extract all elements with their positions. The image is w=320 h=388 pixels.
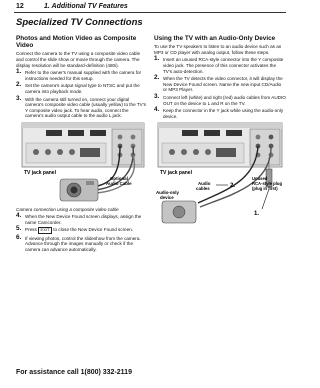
- audio-cables-label-line1: Audio: [198, 181, 211, 187]
- unused-plug-label-line2: RCA-style plug: [252, 181, 283, 187]
- right-heading: Using the TV with an Audio-Only Device: [154, 35, 276, 42]
- callout-1: 1.: [254, 211, 260, 218]
- optional-audio-cable-label-line2: Audio Cable: [106, 180, 132, 186]
- list-item: 2. Set the camera's output signal type to NTSC and put the camera into playback mode.: [16, 81, 140, 94]
- page-header: [0, 0, 300, 13]
- list-item: 1. Insert an unused RCA-style connector into the Y composite video jack. The presence of this connector activates the TV's auto-detection.: [154, 55, 284, 74]
- list-item: 6. If viewing photos, control the slideshow from the camera. Advance through the images manually or check if the camera can advance automatically.: [16, 233, 141, 252]
- page-number: 12: [16, 3, 24, 10]
- audio-device-label-line2: device: [160, 195, 174, 201]
- right-column: [154, 35, 286, 235]
- left-steps-a: [16, 70, 147, 119]
- tv-jack-panel-label: TV jack panel: [160, 170, 192, 177]
- right-intro: To use the TV speakers to listen to an audio device such as an MP3 or CD player with analog output, follow these steps.: [154, 44, 282, 55]
- unused-plug-label-line3: (plug in first): [252, 186, 278, 192]
- figure-caption: Camera connection using a composite video cable: [16, 206, 119, 212]
- exit-key: EXIT: [38, 227, 52, 233]
- chapter-title: 1. Additional TV Features: [44, 3, 128, 10]
- footer-assistance: For assistance call 1(800) 332-2119: [16, 369, 132, 376]
- list-item: 4. When the New Device Found screen displays, assign the name Camcorder.: [16, 212, 142, 225]
- camera-connection-diagram: [16, 121, 147, 205]
- right-steps: [154, 57, 286, 119]
- list-item: 5. Press EXIT to close the New Device Found screen.: [16, 225, 134, 233]
- tv-jack-panel-label: TV jack panel: [24, 169, 56, 176]
- camera-connection-figure: [16, 121, 147, 212]
- audio-device-figure: [154, 121, 286, 235]
- left-heading: Photos and Motion Video as Composite Video: [16, 35, 137, 50]
- list-item: 1. Refer to the owner's manual supplied with the camera for instructions needed for this setup.: [16, 68, 142, 81]
- left-steps-b: [16, 214, 147, 252]
- optional-audio-cable-label-line1: Optional: [110, 175, 128, 181]
- section-title: Specialized TV Connections: [16, 17, 143, 28]
- list-item: 3. With the camera still turned on, connect your digital camera's composite video cable (usually yellow) to the TV's Y composite video jack. To hear audio, connect the camera's audio output cable to the audio L jack.: [16, 94, 146, 119]
- callout-2: 2.: [230, 183, 236, 190]
- list-item: 4. Keep the connector in the Y jack while using the audio-only device.: [154, 106, 284, 119]
- header-rule: [14, 12, 286, 13]
- list-item: 3. Connect left (white) and right (red) audio cables from AUDIO OUT on the device to L and R on the TV.: [154, 92, 286, 106]
- unused-plug-label-line1: Unused: [252, 176, 268, 182]
- audio-device-label-line1: Audio-only: [156, 190, 179, 196]
- audio-cables-label-line2: cables: [196, 186, 210, 192]
- list-item: 2. When the TV detects the video connector, it will display the New Device Found screen. Name the new input CD/Audio or MP3 Player.: [154, 74, 283, 93]
- left-column: [16, 35, 147, 255]
- left-intro: Connect the camera to the TV using a composite video cable and control the slide show or movie through the camera. The display resolution will be standard-definition (480i).: [16, 51, 141, 68]
- audio-device-diagram: [154, 121, 286, 233]
